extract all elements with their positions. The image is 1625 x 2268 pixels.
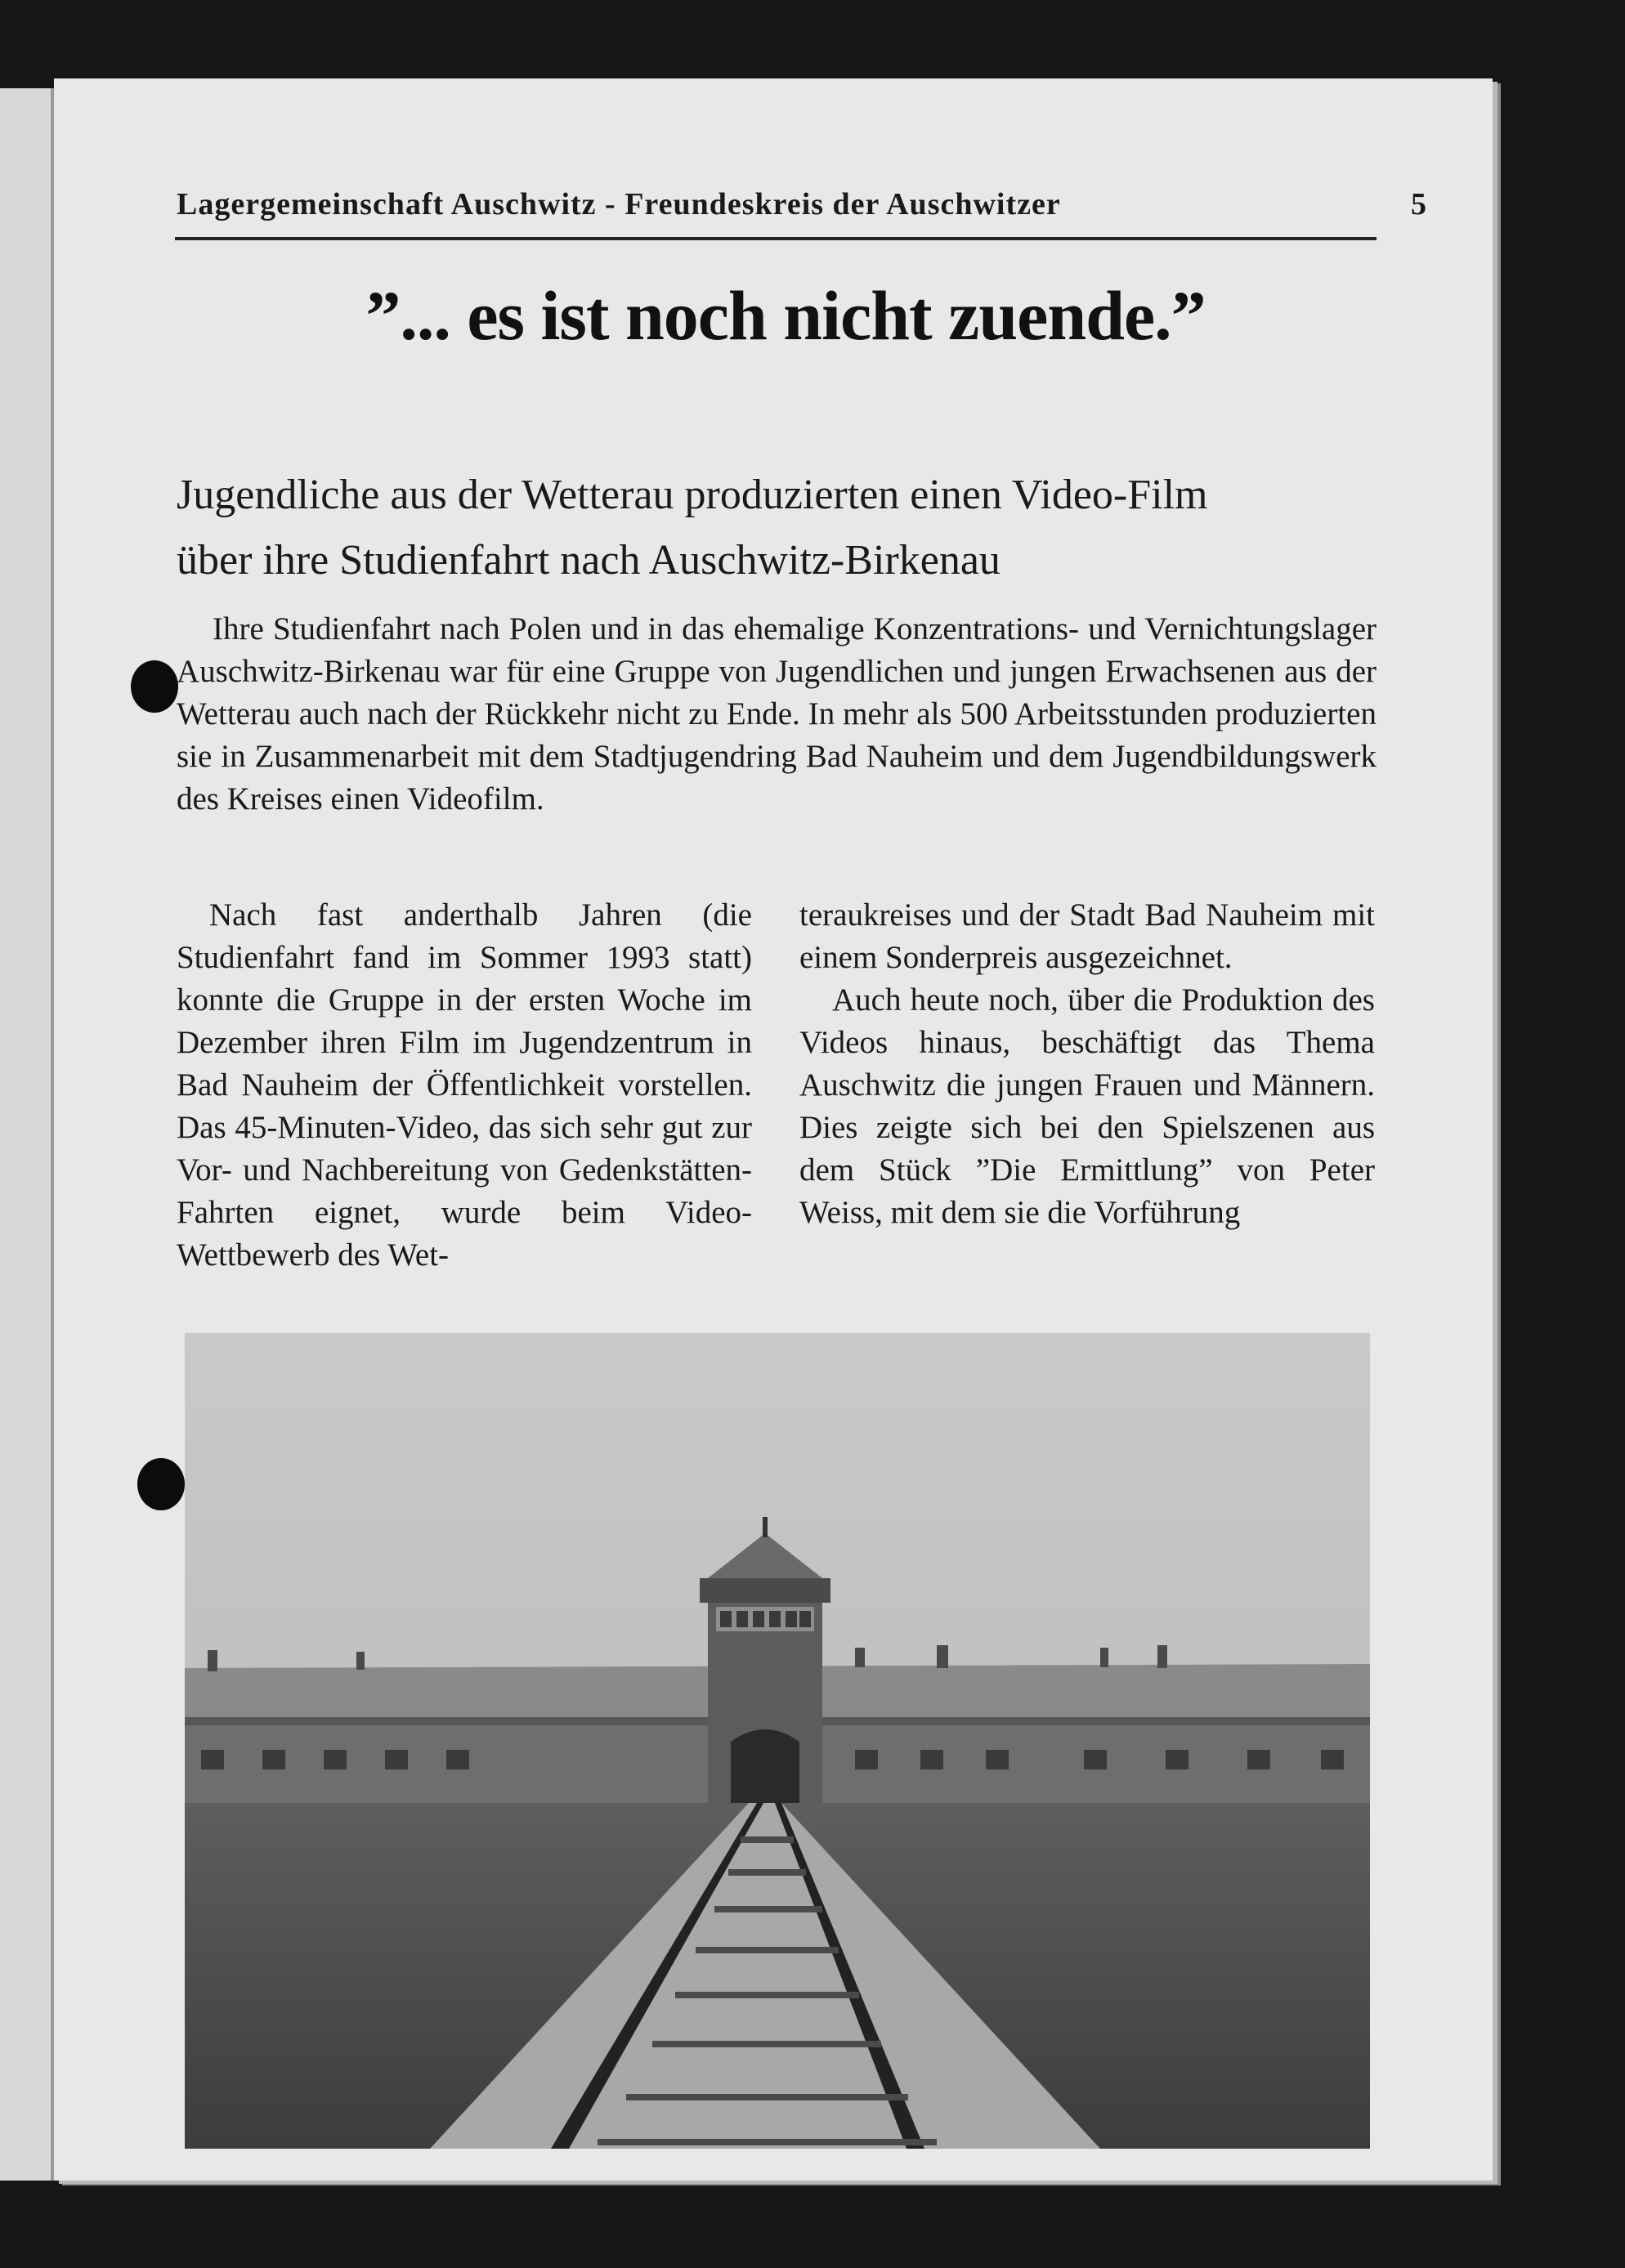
text-column-left: [177, 894, 752, 1277]
article-subtitle: [177, 463, 1403, 593]
punch-hole-top: [131, 660, 178, 713]
text-column-right: [799, 894, 1375, 1234]
article-title: ”... es ist noch nicht zuende.”: [365, 276, 1206, 355]
article-photo: [185, 1333, 1370, 2149]
photo-birkenau-gate: [185, 1333, 1370, 2149]
document-page: [54, 78, 1493, 2181]
subtitle-line-2: über ihre Studienfahrt nach Auschwitz-Birkenau: [177, 537, 1001, 584]
publication-name: Lagergemeinschaft Auschwitz - Freundeskreis der Auschwitzer: [177, 187, 1061, 221]
subtitle-line-1: Jugendliche aus der Wetterau produzierten einen Video-Film: [177, 472, 1208, 518]
paragraph: Nach fast anderthalb Jahren (die Studienfahrt fand im Sommer 1993 statt) konnte die Gruppe in der ersten Woche im Dezember ihren Film im Jugendzentrum in Bad Nauheim der Öffentlichkeit vorstellen. Das 45-Minuten-Video, das sich sehr gut zur Vor- und Nachbereitung von Gedenkstätten-Fahrten eignet, wurde beim Video-Wettbewerb des Wet-: [177, 897, 752, 1273]
running-header: [177, 186, 1427, 222]
facing-page-edge: [0, 88, 51, 2181]
paragraph: Auch heute noch, über die Produktion des Videos hinaus, beschäftigt das Thema Auschwitz die jungen Frauen und Männern. Dies zeigte sich bei den Spielszenen aus dem Stück ”Die Ermittlung” von Peter Weiss, mit dem sie die Vorführung: [799, 982, 1375, 1230]
page-number: 5: [1411, 187, 1427, 221]
punch-hole-bottom: [137, 1458, 185, 1510]
article-intro: Ihre Studienfahrt nach Polen und in das ehemalige Konzentrations- und Vernichtungslager Auschwitz-Birkenau war für eine Gruppe von Jugendlichen und jungen Erwachsenen aus der Wetterau auch nach der Rückkehr nicht zu Ende. In mehr als 500 Arbeitsstunden produzierten sie in Zusammenarbeit mit dem Stadtjugendring Bad Nauheim und dem Jugendbildungswerk des Kreises einen Videofilm.: [177, 611, 1377, 816]
header-rule: [175, 237, 1377, 240]
paragraph: teraukreises und der Stadt Bad Nauheim mit einem Sonderpreis ausgezeichnet.: [799, 897, 1375, 975]
